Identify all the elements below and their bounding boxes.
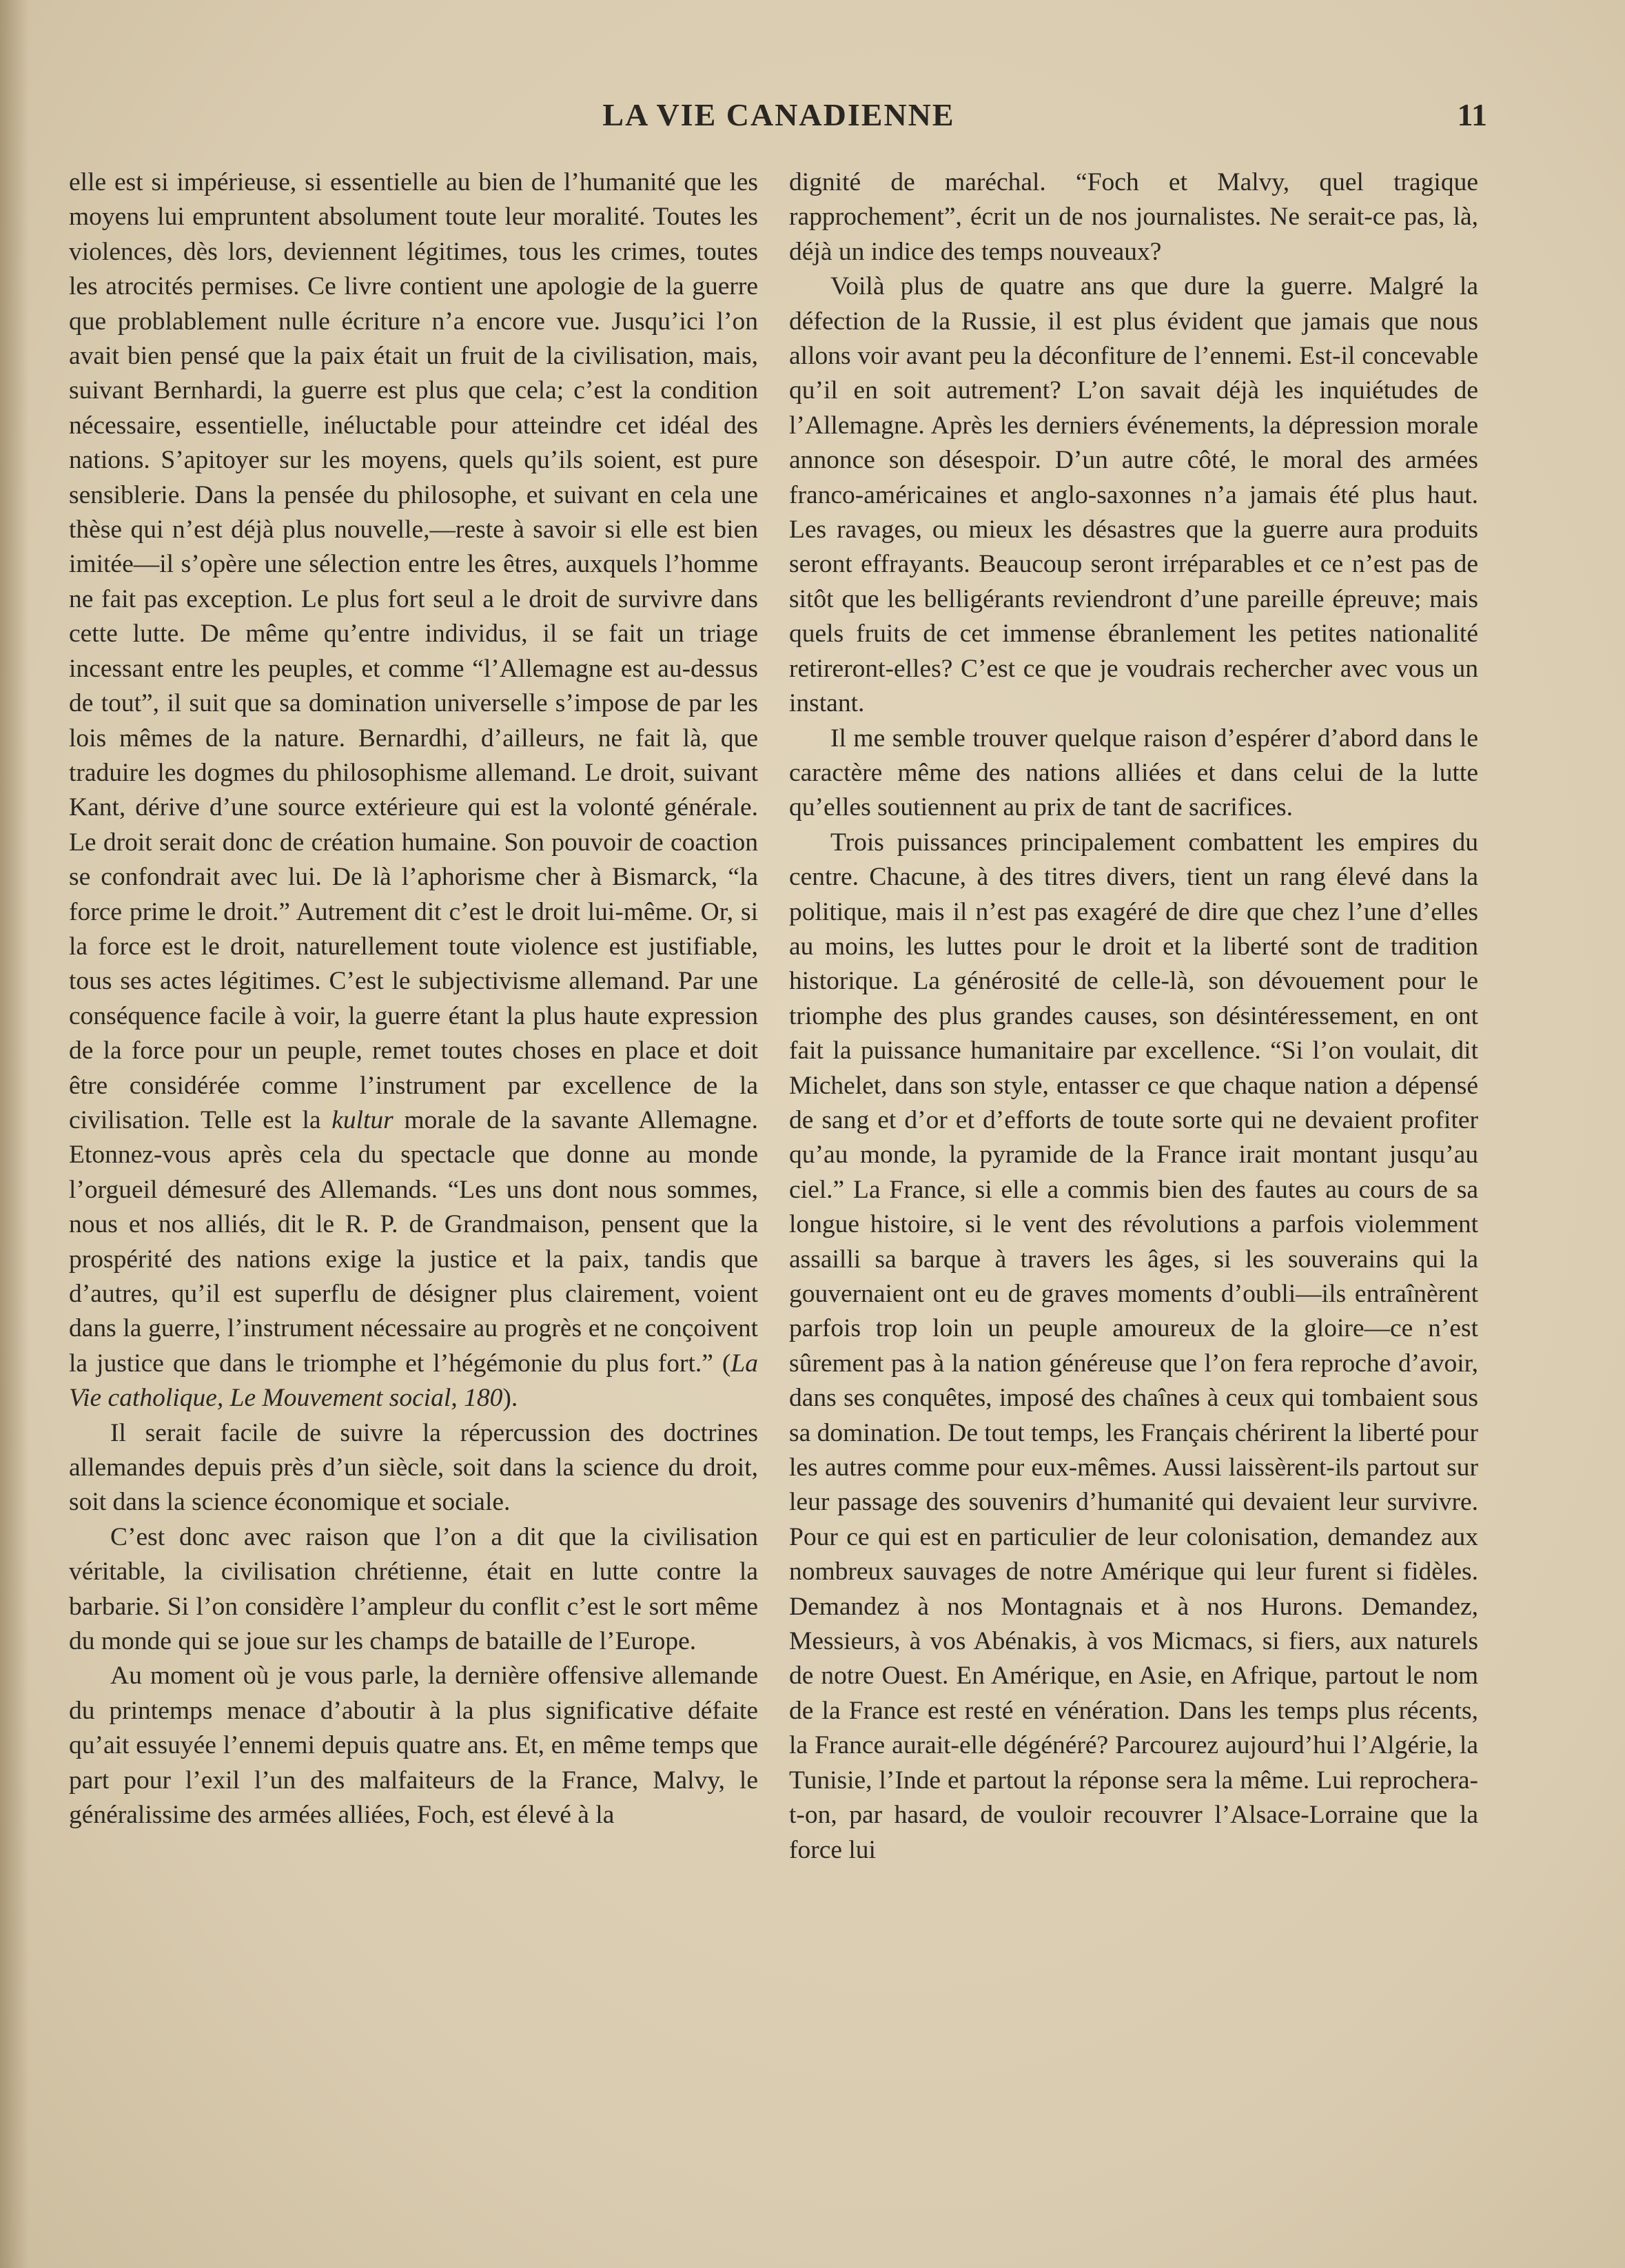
running-title: LA VIE CANADIENNE [602, 97, 955, 132]
paragraph: dignité de maréchal. “Foch et Malvy, quel tragique rapprochement”, écrit un de nos journalistes. Ne serait-ce pas, là, déjà un indice des temps nouveaux? [789, 168, 1478, 266]
paragraph-text: morale de la savante Allemagne. Etonnez-vous après cela du spectacle que donne au monde l’orgueil démesuré des Allemands. “Les uns dont nous sommes, nous et nos alliés, dit le R. P. de Grandmaison, pensent que la prospérité des nations exige la justice et la paix, tandis que d’autres, qu’il est superflu de désigner plus clairement, voient dans la guerre, l’instrument nécessaire au progrès et ne conçoivent la justice que dans le triomphe et l’hégémonie du plus fort.” ( [69, 1105, 758, 1378]
page-number: 11 [1457, 97, 1487, 132]
paragraph: C’est donc avec raison que l’on a dit que la civilisation véritable, la civilisation chrétienne, était en lutte contre la barbarie. Si l’on considère l’ampleur du conflit c’est le sort même du monde qui se joue sur les champs de bataille de l’Europe. [69, 1522, 758, 1656]
citation-italic: La Vie catholique, Le Mouvement social, 180 [69, 1349, 758, 1413]
paragraph: Trois puissances principalement combattent les empires du centre. Chacune, à des titres divers, tient un rang élevé dans la politique, mais il n’est pas exagéré de dire que chez l’une d’elles au moins, les luttes pour le droit et la liberté sont de tradition historique. La générosité de celle-là, son dévouement pour le triomphe des plus grandes causes, son désintéressement, en ont fait la puissance humanitaire par excellence. “Si l’on voulait, dit Michelet, dans son style, entasser ce que chaque nation a dépensé de sang et d’or et d’efforts de toute sorte qui ne devaient profiter qu’au monde, la pyramide de la France irait montant jusqu’au ciel.” La France, si elle a commis bien des fautes au cours de sa longue histoire, si le vent des révolutions a parfois violemment assailli sa barque à travers les âges, si les souverains qui la gouvernaient ont eu de graves moments d’oubli—ils entraînèrent parfois trop loin un peuple amoureux de la gloire—ce n’est sûrement pas à la nation généreuse que l’on fera reproche d’avoir, dans ses conquêtes, imposé des chaînes à ceux qui tombaient sous sa domination. De tout temps, les Français chérirent la liberté pour les autres comme pour eux-mêmes. Aussi laissèrent-ils partout sur leur passage des souvenirs d’humanité qui devaient leur survivre. Pour ce qui est en particulier de leur colonisation, demandez aux nombreux sauvages de notre Amérique qui leur furent si fidèles. Demandez à nos Montagnais et à nos Hurons. Demandez, Messieurs, à vos Abénakis, à vos Micmacs, si fiers, aux naturels de notre Ouest. En Amérique, en Asie, en Afrique, partout le nom de la France est resté en vénération. Dans les temps plus récents, la France aurait-elle dégénéré? Parcourez aujourd’hui l’Algérie, la Tunisie, l’Inde et partout la réponse sera la même. Lui reprochera-t-on, par hasard, de vouloir recouvrer l’Alsace-Lorraine que la force lui [789, 828, 1478, 1864]
paragraph: Voilà plus de quatre ans que dure la guerre. Malgré la défection de la Russie, il est plus évident que jamais que nous allons voir avant peu la déconfiture de l’ennemi. Est-il concevable qu’il en soit autrement? L’on savait déjà les inquiétudes de l’Allemagne. Après les derniers événements, la dépression morale annonce son désespoir. D’un autre côté, le moral des armées franco-américaines et anglo-saxonnes n’a jamais été plus haut. Les ravages, ou mieux les désastres que la guerre aura produits seront effrayants. Beaucoup seront irréparables et ce n’est pas de sitôt que les belligérants reviendront d’une pareille épreuve; mais quels fruits de cet immense ébranlement les petites nationalité retireront-elles? C’est ce que je voudrais rechercher avec vous un instant. [789, 272, 1478, 718]
right-column [789, 165, 1478, 1868]
paragraph [69, 165, 758, 1416]
paragraph: Il serait facile de suivre la répercussion des doctrines allemandes depuis près d’un siècle, soit dans la science du droit, soit dans la science économique et sociale. [69, 1418, 758, 1517]
paragraph-text: ). [502, 1384, 518, 1413]
paragraph-text: elle est si impérieuse, si essentielle au bien de l’humanité que les moyens lui empruntent absolument toute leur moralité. Toutes les violences, dès lors, deviennent légitimes, tous les crimes, toutes les atrocités permises. Ce livre contient une apologie de la guerre que problablement nulle écriture n’a encore vue. Jusqu’ici l’on avait bien pensé que la paix était un fruit de la civilisation, mais, suivant Bernhardi, la guerre est plus que cela; c’est la condition nécessaire, essentielle, inéluctable pour atteindre cet idéal des nations. S’apitoyer sur les moyens, quels qu’ils soient, est pure sensiblerie. Dans la pensée du philosophe, et suivant en cela une thèse qui n’est déjà plus nouvelle,—reste à savoir si elle est bien imitée—il s’opère une sélection entre les êtres, auxquels l’homme ne fait pas exception. Le plus fort seul a le droit de survivre dans cette lutte. De même qu’entre individus, il se fait un triage incessant entre les peuples, et comme “l’Allemagne est au-dessus de tout”, il suit que sa domination universelle s’impose de par les lois mêmes de la nature. Bernardhi, d’ailleurs, ne fait là, que traduire les dogmes du philosophisme allemand. Le droit, suivant Kant, dérive d’une source extérieure qui est la volonté générale. Le droit serait donc de création humaine. Son pouvoir de coaction se confondrait avec lui. De là l’aphorisme cher à Bismarck, “la force prime le droit.” Autrement dit c’est le droit lui-même. Or, si la force est le droit, naturellement toute violence est justifiable, tous ses actes légitimes. C’est le subjectivisme allemand. Par une conséquence facile à voir, la guerre étant la plus haute expression de la force pour un peuple, remet toutes choses en place et doit être considérée comme l’instrument par excellence de la civilisation. Telle est la [69, 168, 758, 1134]
gutter-shadow [0, 0, 29, 2268]
paragraph: Il me semble trouver quelque raison d’espérer d’abord dans le caractère même des nations alliées et dans celui de la lutte qu’elles soutiennent au prix de tant de sacrifices. [789, 724, 1478, 822]
running-header [0, 96, 1625, 152]
left-column [69, 165, 758, 1833]
paragraph: Au moment où je vous parle, la dernière offensive allemande du printemps menace d’aboutir à la plus significative défaite qu’ait essuyée l’ennemi depuis quatre ans. Et, en même temps que part pour l’exil l’un des malfaiteurs de la France, Malvy, le généralissime des armées alliées, Foch, est élevé à la [69, 1662, 758, 1830]
kultur-italic: kultur [331, 1105, 394, 1134]
